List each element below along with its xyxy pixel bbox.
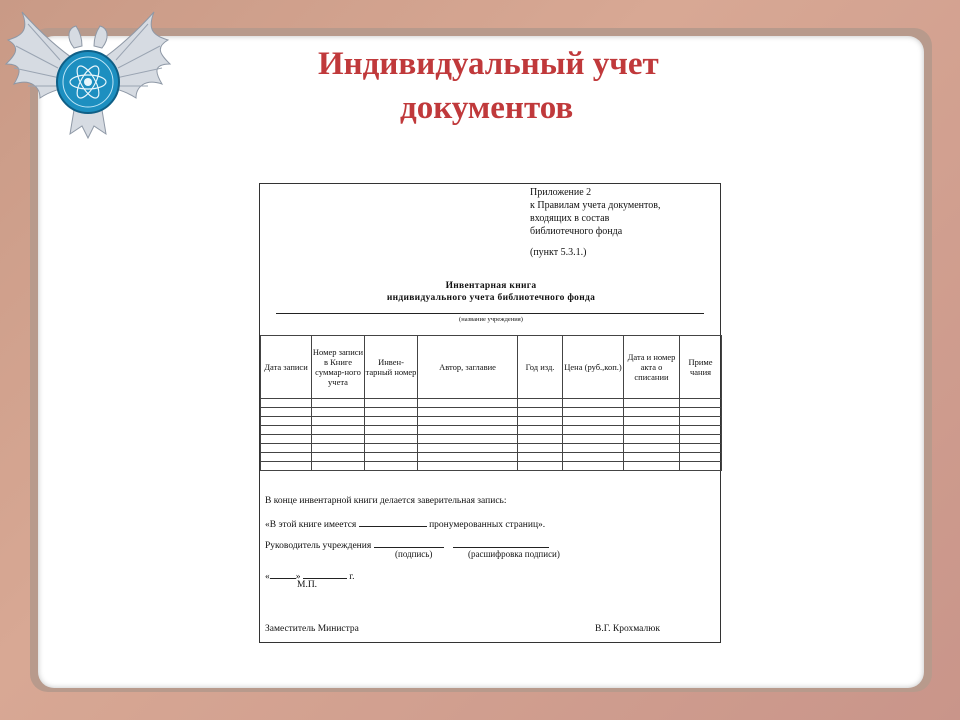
table-cell [312, 417, 365, 426]
stamp-label: М.П. [297, 580, 318, 590]
table-cell [518, 444, 563, 453]
inventory-book-form [259, 183, 721, 643]
organization-name-line [276, 313, 704, 314]
column-header: Приме чания [680, 336, 722, 399]
table-row [261, 417, 722, 426]
column-header: Номер записи в Книге суммар-ного учета [312, 336, 365, 399]
table-cell [418, 408, 518, 417]
page-count-blank [359, 517, 427, 527]
table-cell [418, 444, 518, 453]
table-cell [680, 462, 722, 471]
table-cell [418, 462, 518, 471]
table-cell [624, 399, 680, 408]
table-cell [312, 426, 365, 435]
table-cell [365, 453, 418, 462]
date-open-quote: « [265, 572, 270, 582]
column-header: Цена (руб.,коп.) [563, 336, 624, 399]
table-body [261, 399, 722, 471]
column-header: Автор, заглавие [418, 336, 518, 399]
table-cell [365, 426, 418, 435]
table-cell [312, 444, 365, 453]
table-row [261, 399, 722, 408]
table-cell [365, 408, 418, 417]
head-label: Руководитель учреждения [265, 541, 372, 551]
table-cell [624, 408, 680, 417]
deputy-minister-label: Заместитель Министра [265, 624, 359, 634]
certification-statement [265, 517, 545, 531]
date-close-quote: » [295, 572, 301, 582]
table-cell [518, 417, 563, 426]
table-cell [261, 417, 312, 426]
table-cell [563, 417, 624, 426]
table-cell [624, 426, 680, 435]
table-cell [365, 435, 418, 444]
table-cell [418, 426, 518, 435]
organization-caption: (название учреждения) [459, 316, 523, 323]
table-row [261, 426, 722, 435]
table-cell [518, 399, 563, 408]
table-cell [312, 435, 365, 444]
signature-blank [374, 538, 444, 548]
table-cell [312, 399, 365, 408]
table-cell [312, 453, 365, 462]
table-cell [624, 435, 680, 444]
appendix-line: входящих в состав [530, 213, 610, 224]
table-cell [365, 462, 418, 471]
slide-title-line-1: Индивидуальный учет [318, 46, 659, 82]
table-cell [563, 408, 624, 417]
table-cell [563, 435, 624, 444]
table-cell [680, 399, 722, 408]
appendix-point: (пункт 5.3.1.) [530, 247, 587, 258]
slide-title [300, 42, 720, 130]
table-cell [680, 453, 722, 462]
table-cell [518, 408, 563, 417]
column-header: Инвен-тарный номер [365, 336, 418, 399]
table-row [261, 453, 722, 462]
table-cell [563, 426, 624, 435]
table-cell [624, 417, 680, 426]
day-blank [270, 569, 296, 579]
table-cell [518, 426, 563, 435]
table-cell [563, 399, 624, 408]
appendix-line: к Правилам учета документов, [530, 200, 661, 211]
table-cell [418, 399, 518, 408]
table-cell [518, 462, 563, 471]
table-cell [563, 462, 624, 471]
table-cell [261, 453, 312, 462]
table-cell [624, 462, 680, 471]
appendix-line: Приложение 2 [530, 187, 592, 198]
table-row [261, 444, 722, 453]
book-title-line-1: Инвентарная книга [445, 281, 537, 291]
table-cell [563, 453, 624, 462]
table-cell [261, 462, 312, 471]
table-cell [261, 408, 312, 417]
certification-intro: В конце инвентарной книги делается заверительная запись: [265, 496, 507, 506]
table-header-row [261, 336, 722, 399]
statement-start: «В этой книге имеется [265, 520, 357, 530]
table-cell [365, 444, 418, 453]
book-title-line-2: индивидуального учета библиотечного фонда [386, 293, 596, 303]
year-suffix: г. [349, 572, 355, 582]
table-row [261, 408, 722, 417]
table-row [261, 462, 722, 471]
column-header: Дата и номер акта о списании [624, 336, 680, 399]
table-cell [312, 408, 365, 417]
table-cell [680, 444, 722, 453]
eagle-emblem-icon [0, 2, 176, 142]
decoding-caption: (расшифровка подписи) [468, 549, 560, 559]
table-cell [261, 444, 312, 453]
table-cell [261, 399, 312, 408]
table-cell [518, 435, 563, 444]
inventory-table [260, 335, 722, 471]
table-cell [563, 444, 624, 453]
table-cell [365, 399, 418, 408]
table-cell [680, 435, 722, 444]
table-cell [312, 462, 365, 471]
table-cell [261, 426, 312, 435]
table-cell [624, 444, 680, 453]
book-title [260, 280, 722, 304]
table-cell [624, 453, 680, 462]
table-cell [261, 435, 312, 444]
table-cell [418, 453, 518, 462]
slide-title-line-2: документов [400, 90, 574, 126]
deputy-minister-name: В.Г. Крохмалюк [595, 624, 660, 634]
appendix-line: библиотечного фонда [530, 226, 623, 237]
table-cell [418, 435, 518, 444]
table-cell [518, 453, 563, 462]
column-header: Год изд. [518, 336, 563, 399]
table-row [261, 435, 722, 444]
decoding-blank [453, 538, 549, 548]
table-cell [680, 417, 722, 426]
table-cell [418, 417, 518, 426]
appendix-note [530, 186, 720, 259]
table-cell [365, 417, 418, 426]
signature-caption: (подпись) [395, 549, 433, 559]
column-header: Дата записи [261, 336, 312, 399]
table-cell [680, 426, 722, 435]
table-cell [680, 408, 722, 417]
month-blank [303, 569, 347, 579]
statement-end: пронумерованных страниц». [429, 520, 546, 530]
